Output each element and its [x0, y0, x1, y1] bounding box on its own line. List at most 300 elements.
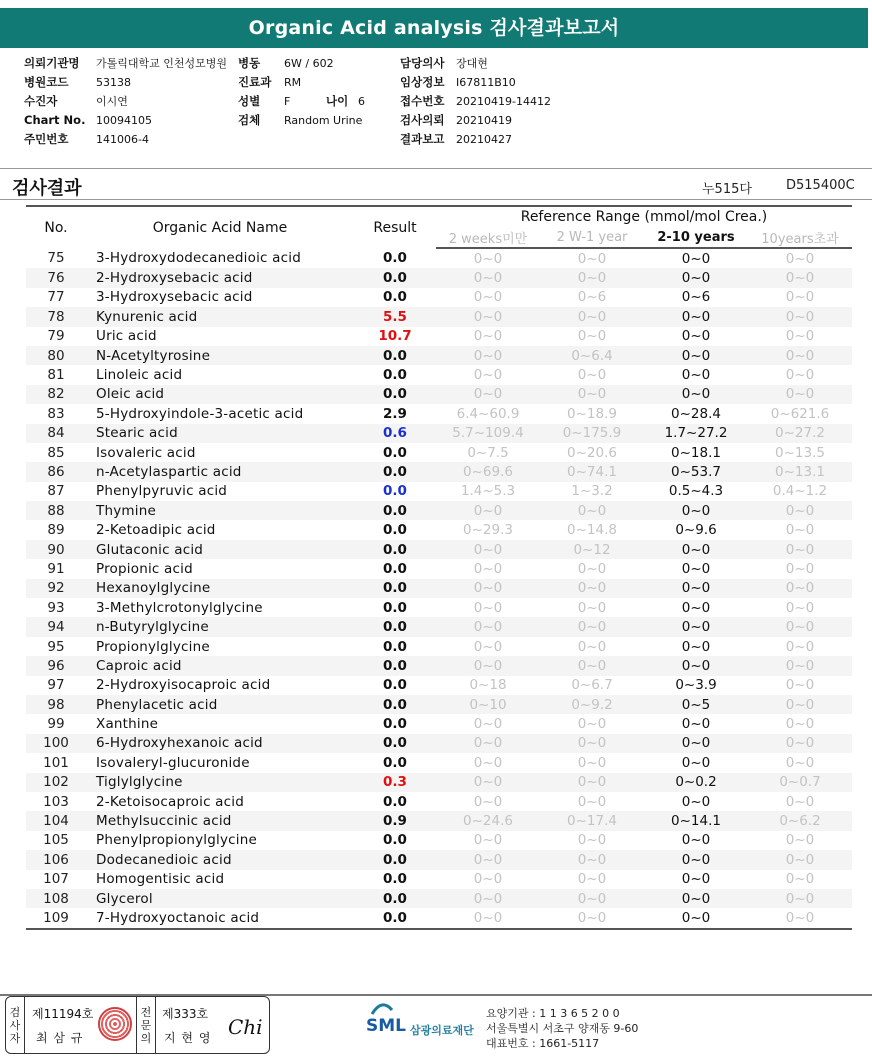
row-ref-range: 0~175.9: [540, 424, 644, 443]
row-result: 0.0: [383, 560, 407, 577]
table-row: [26, 676, 852, 695]
header-ref-col: 2 W-1 year: [540, 227, 644, 248]
row-ref-range: 1.7~27.2: [644, 424, 748, 443]
row-ref-range: 0~0: [540, 850, 644, 869]
row-ref-range: 0~0: [748, 656, 852, 675]
row-no: 88: [26, 501, 86, 520]
row-ref-range: 0~0: [785, 677, 815, 694]
row-result: 0.0: [354, 501, 436, 520]
row-no: 84: [26, 424, 86, 443]
signature: Chi: [228, 1015, 263, 1039]
row-ref-range: 0~24.6: [436, 811, 540, 830]
row-ref-range: 0~0: [540, 307, 644, 326]
table-row: [26, 598, 852, 617]
row-ref-range: 0~0: [540, 889, 644, 908]
table-row: [26, 870, 852, 889]
row-name: 2-Ketoisocaproic acid: [96, 793, 244, 810]
row-ref-range: 0.5~4.3: [668, 483, 724, 500]
row-name: 3-Hydroxydodecanedioic acid: [96, 250, 301, 267]
row-ref-range: 0~0: [785, 638, 815, 655]
label-department: 진료과: [238, 75, 272, 89]
row-no: 98: [26, 695, 86, 714]
row-result: 0.0: [383, 599, 407, 616]
label-patient: 수진자: [24, 94, 58, 108]
row-result: 0.0: [383, 483, 407, 500]
row-ref-range: 1~3.2: [571, 483, 613, 500]
label-clinical-info: 임상정보: [400, 75, 445, 89]
table-row: [26, 248, 852, 268]
table-row: [26, 811, 852, 830]
table-row: [26, 792, 852, 811]
row-no: 85: [47, 444, 65, 461]
label-resident-no: 주민번호: [24, 132, 69, 146]
row-no: 82: [26, 385, 86, 404]
address-line: 서울특별시 서초구 양재동 9-60: [486, 1022, 639, 1035]
row-ref-range: 0~0: [748, 850, 852, 869]
section-code-1: 누515다: [702, 182, 752, 197]
row-ref-range: 0~0: [785, 832, 815, 849]
row-no: 99: [47, 716, 65, 733]
row-name: Propionylglycine: [96, 638, 210, 655]
row-ref-range: 0~0: [473, 289, 503, 306]
row-ref-range: 0~0: [436, 346, 540, 365]
row-ref-range: 0~9.6: [675, 522, 717, 539]
table-row: [26, 268, 852, 287]
row-ref-range: 0~6: [577, 289, 607, 306]
row-no: 75: [47, 250, 65, 267]
label-ward: 병동: [238, 56, 261, 70]
row-result: 2.9: [383, 405, 407, 422]
row-name: Kynurenic acid: [86, 307, 354, 326]
row-name: Dodecanedioic acid: [86, 850, 354, 869]
row-ref-range: 0~10: [436, 695, 540, 714]
header-info-left: [24, 54, 227, 149]
row-ref-range: 0~0: [436, 889, 540, 908]
row-result: 0.9: [354, 811, 436, 830]
row-name: Glutaconic acid: [86, 540, 354, 559]
row-ref-range: 0~0: [577, 599, 607, 616]
section-title: 검사결과: [12, 178, 82, 199]
table-row: [26, 714, 852, 733]
row-no: 104: [26, 811, 86, 830]
row-name: Phenylpropionylglycine: [96, 832, 258, 849]
row-name: 2-Hydroxyisocaproic acid: [96, 677, 271, 694]
row-ref-range: 0~6: [681, 289, 711, 306]
row-ref-range: 5.7~109.4: [436, 424, 540, 443]
row-no: 109: [43, 909, 69, 926]
inspector-name: 최 삼 규: [36, 1031, 84, 1045]
row-name: Phenylpyruvic acid: [96, 483, 228, 500]
table-row: [26, 346, 852, 365]
row-no: 80: [26, 346, 86, 365]
logo-arc-icon: [370, 1000, 394, 1016]
row-ref-range: 0~0: [748, 501, 852, 520]
value-report-date: 20210427: [456, 133, 512, 146]
row-ref-range: 0~0: [577, 716, 607, 733]
row-ref-range: 0~0: [644, 501, 748, 520]
row-ref-range: 0~0: [785, 909, 815, 926]
row-ref-range: 0~0: [577, 832, 607, 849]
row-ref-range: 0~6.4: [540, 346, 644, 365]
table-row: [26, 424, 852, 443]
divider: [0, 168, 872, 169]
row-result: 0.0: [383, 638, 407, 655]
row-ref-range: 0~0: [681, 638, 711, 655]
section-code-2: D515400C: [786, 178, 855, 193]
label-report-date: 결과보고: [400, 132, 445, 146]
header-ref-col: 2 weeks미만: [436, 227, 540, 248]
inspector-label: 검사자: [6, 997, 25, 1053]
table-row: [26, 656, 852, 675]
row-ref-range: 0~0: [785, 793, 815, 810]
row-ref-range: 0~0: [540, 579, 644, 598]
row-ref-range: 0~0: [577, 560, 607, 577]
row-ref-range: 0~0: [436, 773, 540, 792]
row-ref-range: 0~0: [577, 328, 607, 345]
row-ref-range: 0~0: [473, 754, 503, 771]
row-ref-range: 0~0: [644, 850, 748, 869]
header-no: No.: [44, 219, 68, 236]
row-result: 0.0: [354, 268, 436, 287]
signature-box: [5, 996, 270, 1054]
row-name: n-Acetylaspartic acid: [86, 462, 354, 481]
row-ref-range: 0~0: [473, 793, 503, 810]
row-no: 78: [26, 307, 86, 326]
report-title: Organic Acid analysis 검사결과보고서: [0, 8, 868, 48]
row-ref-range: 0~0: [473, 716, 503, 733]
results-table: [26, 205, 852, 930]
row-result: 10.7: [378, 328, 412, 345]
row-ref-range: 0~0: [577, 871, 607, 888]
label-request-date: 검사의뢰: [400, 113, 445, 127]
row-ref-range: 0~0: [577, 638, 607, 655]
row-ref-range: 0~0: [473, 367, 503, 384]
row-no: 103: [43, 793, 69, 810]
row-no: 81: [47, 367, 65, 384]
row-ref-range: 0~0: [748, 307, 852, 326]
row-name: Stearic acid: [86, 424, 354, 443]
row-ref-range: 0~0: [748, 617, 852, 636]
row-ref-range: 0~0: [540, 501, 644, 520]
row-name: Oleic acid: [86, 385, 354, 404]
row-no: 86: [26, 462, 86, 481]
header-ref-col: 10years초과: [748, 227, 852, 248]
row-name: 3-Methylcrotonylglycine: [96, 599, 263, 616]
row-result: 0.0: [354, 889, 436, 908]
value-request-date: 20210419: [456, 114, 512, 127]
value-ward: 6W / 602: [284, 57, 334, 70]
row-ref-range: 0~0: [748, 889, 852, 908]
row-result: 0.0: [383, 289, 407, 306]
row-no: 91: [47, 560, 65, 577]
row-ref-range: 0~0: [577, 367, 607, 384]
row-ref-range: 0~621.6: [770, 405, 830, 422]
row-ref-range: 0~0: [681, 871, 711, 888]
row-ref-range: 0~0: [436, 850, 540, 869]
approver-name: 지 현 영: [164, 1031, 212, 1045]
row-ref-range: 0~0: [436, 268, 540, 287]
address: [486, 1006, 638, 1051]
row-no: 76: [26, 268, 86, 287]
row-ref-range: 0~0: [436, 385, 540, 404]
row-ref-range: 0~0: [644, 346, 748, 365]
table-row: [26, 579, 852, 598]
row-ref-range: 0~28.4: [671, 405, 721, 422]
row-result: 0.0: [383, 444, 407, 461]
row-ref-range: 0~0: [748, 579, 852, 598]
row-name: 6-Hydroxyhexanoic acid: [86, 734, 354, 753]
value-sex: F: [284, 95, 291, 108]
row-ref-range: 0~0.2: [644, 773, 748, 792]
row-name: Linoleic acid: [96, 367, 183, 384]
row-ref-range: 0~0: [473, 328, 503, 345]
row-result: 0.0: [383, 677, 407, 694]
row-no: 89: [47, 522, 65, 539]
label-chart-no: Chart No.: [24, 113, 86, 127]
row-result: 0.3: [354, 773, 436, 792]
row-ref-range: 0~6.2: [748, 811, 852, 830]
row-no: 90: [26, 540, 86, 559]
row-ref-range: 0~29.3: [463, 522, 513, 539]
row-ref-range: 0~7.5: [467, 444, 509, 461]
table-row: [26, 501, 852, 520]
row-ref-range: 0~0: [748, 734, 852, 753]
row-result: 0.0: [383, 367, 407, 384]
header-ref-col: 2-10 years: [644, 227, 748, 248]
row-ref-range: 0~14.1: [644, 811, 748, 830]
row-ref-range: 6.4~60.9: [456, 405, 520, 422]
table-row: [26, 462, 852, 481]
logo-text: SML: [366, 1016, 406, 1036]
row-ref-range: 0~0: [540, 268, 644, 287]
row-ref-range: 0~0: [748, 268, 852, 287]
row-ref-range: 0~0: [681, 793, 711, 810]
row-ref-range: 0~0: [436, 540, 540, 559]
row-name: Hexanoylglycine: [86, 579, 354, 598]
row-name: 2-Ketoadipic acid: [96, 522, 216, 539]
row-result: 0.0: [354, 385, 436, 404]
row-ref-range: 0~0: [473, 638, 503, 655]
value-receipt-no: 20210419-14412: [456, 95, 551, 108]
row-ref-range: 0~0: [540, 385, 644, 404]
row-name: 2-Hydroxysebacic acid: [86, 268, 354, 287]
row-name: Uric acid: [96, 328, 157, 345]
row-ref-range: 0~18.9: [567, 405, 617, 422]
row-no: 108: [26, 889, 86, 908]
row-ref-range: 0~14.8: [567, 522, 617, 539]
value-chart-no: 10094105: [96, 114, 152, 127]
seal-stamp: [98, 1007, 132, 1041]
label-receipt-no: 접수번호: [400, 94, 445, 108]
row-result: 0.0: [354, 462, 436, 481]
table-row: [26, 365, 852, 384]
row-name: Phenylacetic acid: [86, 695, 354, 714]
row-ref-range: 0~69.6: [436, 462, 540, 481]
row-ref-range: 0~53.7: [644, 462, 748, 481]
row-name: Thymine: [86, 501, 354, 520]
header-info-mid: [238, 54, 365, 130]
row-ref-range: 0~0: [644, 579, 748, 598]
row-ref-range: 0~0: [540, 734, 644, 753]
table-row: [26, 637, 852, 656]
row-ref-range: 0~0: [577, 754, 607, 771]
value-age: 6: [358, 95, 365, 108]
header-reference-range: Reference Range (mmol/mol Crea.): [520, 209, 768, 225]
row-no: 96: [26, 656, 86, 675]
row-result: 5.5: [354, 307, 436, 326]
row-ref-range: 0~0: [577, 793, 607, 810]
row-result: 0.0: [354, 850, 436, 869]
row-name: n-Butyrylglycine: [86, 617, 354, 636]
table-row: [26, 695, 852, 714]
row-ref-range: 0~3.9: [675, 677, 717, 694]
row-no: 106: [26, 850, 86, 869]
row-ref-range: 0~0: [681, 599, 711, 616]
row-no: 83: [47, 405, 65, 422]
table-row: [26, 559, 852, 578]
row-name: Glycerol: [86, 889, 354, 908]
row-ref-range: 0~18: [469, 677, 507, 694]
header-name: Organic Acid Name: [152, 219, 288, 236]
row-ref-range: 0~0: [436, 734, 540, 753]
row-no: 79: [47, 328, 65, 345]
table-row: [26, 443, 852, 462]
row-ref-range: 0~0: [644, 617, 748, 636]
row-result: 0.0: [383, 832, 407, 849]
row-no: 105: [43, 832, 69, 849]
table-row: [26, 540, 852, 559]
row-ref-range: 0~0: [681, 328, 711, 345]
row-name: Xanthine: [96, 716, 159, 733]
row-ref-range: 0~0: [644, 734, 748, 753]
table-row: [26, 734, 852, 753]
row-ref-range: 0~0: [577, 250, 607, 267]
row-result: 0.0: [383, 871, 407, 888]
value-hospital-code: 53138: [96, 76, 131, 89]
row-ref-range: 0~0: [785, 289, 815, 306]
row-no: 92: [26, 579, 86, 598]
row-ref-range: 0~0: [436, 307, 540, 326]
table-row: [26, 307, 852, 326]
row-no: 107: [43, 871, 69, 888]
row-result: 0.0: [354, 346, 436, 365]
label-doctor: 담당의사: [400, 56, 445, 70]
table-row: [26, 404, 852, 423]
row-ref-range: 0~0: [473, 560, 503, 577]
row-name: Isovaleric acid: [96, 444, 196, 461]
row-no: 102: [26, 773, 86, 792]
value-resident-no: 141006-4: [96, 133, 149, 146]
row-result: 0.0: [354, 734, 436, 753]
row-ref-range: 0~13.5: [775, 444, 825, 461]
row-result: 0.0: [383, 909, 407, 926]
row-name: Propionic acid: [96, 560, 193, 577]
row-ref-range: 0~0: [644, 656, 748, 675]
header-info-right: [400, 54, 551, 149]
org-name: 삼광의료재단: [410, 1024, 474, 1037]
row-result: 0.0: [354, 695, 436, 714]
label-age: 나이: [326, 94, 349, 108]
row-ref-range: 0~27.2: [748, 424, 852, 443]
row-ref-range: 0~0: [785, 367, 815, 384]
value-requesting-institution: 가톨릭대학교 인천성모병원: [96, 57, 228, 70]
row-ref-range: 0~12: [540, 540, 644, 559]
label-hospital-code: 병원코드: [24, 75, 69, 89]
row-ref-range: 0~0: [644, 889, 748, 908]
approver-label: 전문의: [136, 997, 156, 1053]
row-ref-range: 0~0: [785, 754, 815, 771]
row-ref-range: 0~0: [540, 617, 644, 636]
row-ref-range: 0~0: [785, 716, 815, 733]
approver-license: 제333호: [162, 1007, 209, 1021]
row-ref-range: 0~0: [785, 328, 815, 345]
label-specimen: 검체: [238, 113, 261, 127]
label-sex: 성별: [238, 94, 261, 108]
value-clinical-info: I67811B10: [456, 76, 516, 89]
row-ref-range: 0~0: [644, 307, 748, 326]
table-row: [26, 753, 852, 772]
row-ref-range: 0~0: [436, 501, 540, 520]
value-doctor: 장대현: [456, 57, 488, 70]
row-no: 94: [26, 617, 86, 636]
row-ref-range: 0~9.2: [540, 695, 644, 714]
row-ref-range: 0.4~1.2: [772, 483, 828, 500]
row-ref-range: 0~0: [644, 540, 748, 559]
row-ref-range: 0~0: [681, 716, 711, 733]
row-ref-range: 0~0: [681, 560, 711, 577]
row-result: 0.0: [383, 522, 407, 539]
row-ref-range: 0~0: [473, 250, 503, 267]
row-ref-range: 0~0: [785, 599, 815, 616]
row-ref-range: 0~0: [785, 871, 815, 888]
row-ref-range: 0~0: [785, 522, 815, 539]
row-ref-range: 0~0: [681, 367, 711, 384]
row-result: 0.0: [383, 754, 407, 771]
row-ref-range: 0~0: [540, 773, 644, 792]
label-requesting-institution: 의뢰기관명: [24, 56, 80, 70]
row-ref-range: 0~0: [785, 250, 815, 267]
value-department: RM: [284, 76, 302, 89]
row-no: 97: [47, 677, 65, 694]
row-result: 0.0: [383, 716, 407, 733]
inspector-license: 제11194호: [32, 1007, 94, 1021]
row-no: 87: [47, 483, 65, 500]
row-no: 100: [26, 734, 86, 753]
row-ref-range: 0~0: [473, 599, 503, 616]
row-ref-range: 0~5: [644, 695, 748, 714]
row-ref-range: 0~0: [473, 832, 503, 849]
row-ref-range: 0~0: [473, 871, 503, 888]
row-ref-range: 0~13.1: [748, 462, 852, 481]
row-ref-range: 0~18.1: [671, 444, 721, 461]
address-line: 요양기관 : 1 1 3 6 5 2 0 0: [486, 1007, 620, 1020]
row-ref-range: 0~17.4: [540, 811, 644, 830]
row-name: Methylsuccinic acid: [86, 811, 354, 830]
row-name: Homogentisic acid: [96, 871, 225, 888]
table-row: [26, 520, 852, 539]
row-result: 0.0: [354, 540, 436, 559]
value-patient: 이시연: [96, 95, 128, 108]
row-ref-range: 0~0: [577, 909, 607, 926]
header-result: Result: [373, 219, 417, 236]
row-name: Tiglylglycine: [86, 773, 354, 792]
value-specimen: Random Urine: [284, 114, 363, 127]
table-row: [26, 617, 852, 636]
row-ref-range: 1.4~5.3: [460, 483, 516, 500]
row-result: 0.0: [354, 579, 436, 598]
row-ref-range: 0~0: [785, 560, 815, 577]
row-ref-range: 0~74.1: [540, 462, 644, 481]
